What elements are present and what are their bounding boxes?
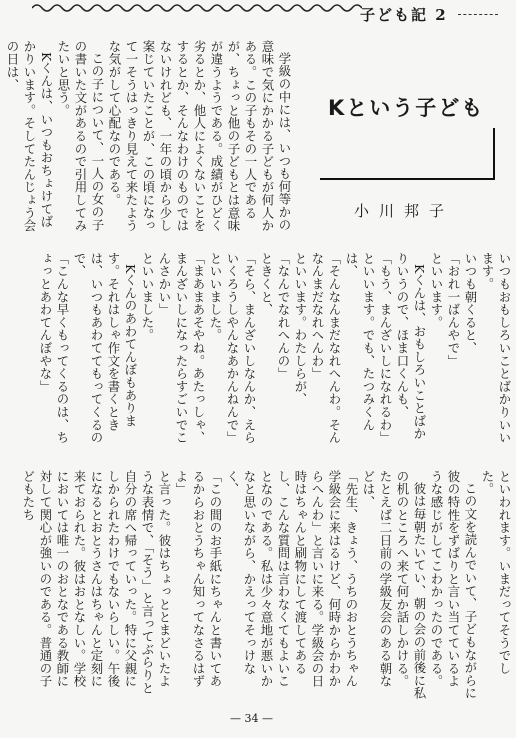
quote-line: 「そんなんまだなれへんわ。そんなんまだなれへんわ」 — [310, 252, 342, 444]
commentary-paragraph: と言った。彼はちょっととまどいたような表情で、「そう」と言ってぶらりと自分の席へ帰っていった。特に父親にしかられたわけでもないらしい。午後になるとおとうさんはちゃんと定刻に来ておられた。彼はおとなしい。学校においては唯一のおとなである教師に対して関心が強いのである。普通の子どもたち — [21, 470, 172, 695]
title-frame-horizontal-rule — [320, 178, 495, 180]
quote-line: 「そら、まんざいしなんか、えらいくろうしやんなあかんねんで」 — [225, 252, 257, 444]
article-title: Kという子ども — [328, 96, 485, 120]
commentary-paragraph: 彼は毎朝たいてい、朝の会の前後に私の机のところへ来て何か話しかける。たとえば二日前の学級友会のある朝などは、 — [361, 470, 427, 700]
quote-line: 「こんな早くもってくるのは、ちょっとあわてんぼやな」 — [38, 252, 70, 444]
quote-line: Kくんは、おもしろいことばかりいうので、ほま口くんも、 — [395, 252, 427, 441]
quote-line: といいます。でも、たつみくんは、 — [344, 252, 376, 432]
series-title: 子ども記 2 — [360, 6, 448, 24]
quote-line: いつも朝くると、 — [463, 252, 478, 355]
commentary-paragraph: 「この間のお手紙にちゃんと書いてあるからおとうちゃん知ってなさるはずよ」 — [174, 470, 223, 688]
commentary-text — [21, 470, 513, 700]
commentary-paragraph: この文を読んでいて、子どもながらに彼の特性をずばりと言い当てているような感じがしてこわかったのである。 — [429, 470, 478, 700]
quoted-composition — [38, 252, 513, 452]
quote-line: 「まあまあそやね。あたっしゃ、まんざいしになったらすごいでこんさかい」 — [157, 252, 206, 444]
header-rule — [458, 14, 498, 15]
quote-line: といいました。 — [140, 252, 155, 342]
quote-line: といいます。わたしらが、 — [293, 252, 308, 406]
intro-paragraph-3: Kくんは、いつもおちょけてばかりいます。そしてたんじょう会の日は、 — [5, 40, 54, 232]
intro-paragraph-2: この子について、一人の女の子の書いた文があるので引用してみたいと思う。 — [56, 40, 105, 232]
page-number: — 34 — — [230, 712, 273, 725]
quote-line: といいました。 — [208, 252, 223, 342]
quote-line: ときくと、 — [259, 252, 274, 316]
commentary-paragraph: といわれます。いまだってそうでした。 — [480, 470, 512, 675]
title-frame-vertical-rule — [493, 128, 495, 178]
intro-paragraph-1: 学級の中には、いつも何等かの意味で気にかかる子どもが何人かある。この子もその一人であるが、ちょっと他の子どもとは意味が違うようである。成績がひどく劣るとか、他人によくないことをするとか、そんなわけのものではないけれども、一年の頃から少し案じていたことが、この頃になって一そうはっきり見えて来たような気がして心配なのである。 — [107, 40, 292, 232]
author-name: 小川邦子 — [354, 202, 455, 220]
quote-line: といいます。 — [429, 252, 444, 329]
quote-line: 「もう、まんざいしになれるわ」 — [378, 252, 393, 444]
intro-text — [5, 40, 293, 240]
quote-line: いつもおもしろいことばかりいいます。 — [480, 252, 512, 444]
quote-line: 「なんでなれへんの」 — [276, 252, 291, 380]
wave-ornament — [32, 0, 362, 16]
quote-line: Kくんのあわてんぼもあります。それはしゃ作文を書くときは、いつもあわててもってくるので、 — [72, 252, 138, 444]
commentary-paragraph: 「先生、きょう、うちのおとうちゃん学級会に来はるけど、何時からかわからへんわ」と言いに来る。学級会の日時はちゃんと刷物にして渡してあるし、こんな質問は言わなくてもよいことなのである。私は少々意地が悪いかなと思いながら、かえってそっけなく、 — [225, 470, 359, 688]
quote-line: 「おれ一ばんやで」 — [446, 252, 461, 368]
